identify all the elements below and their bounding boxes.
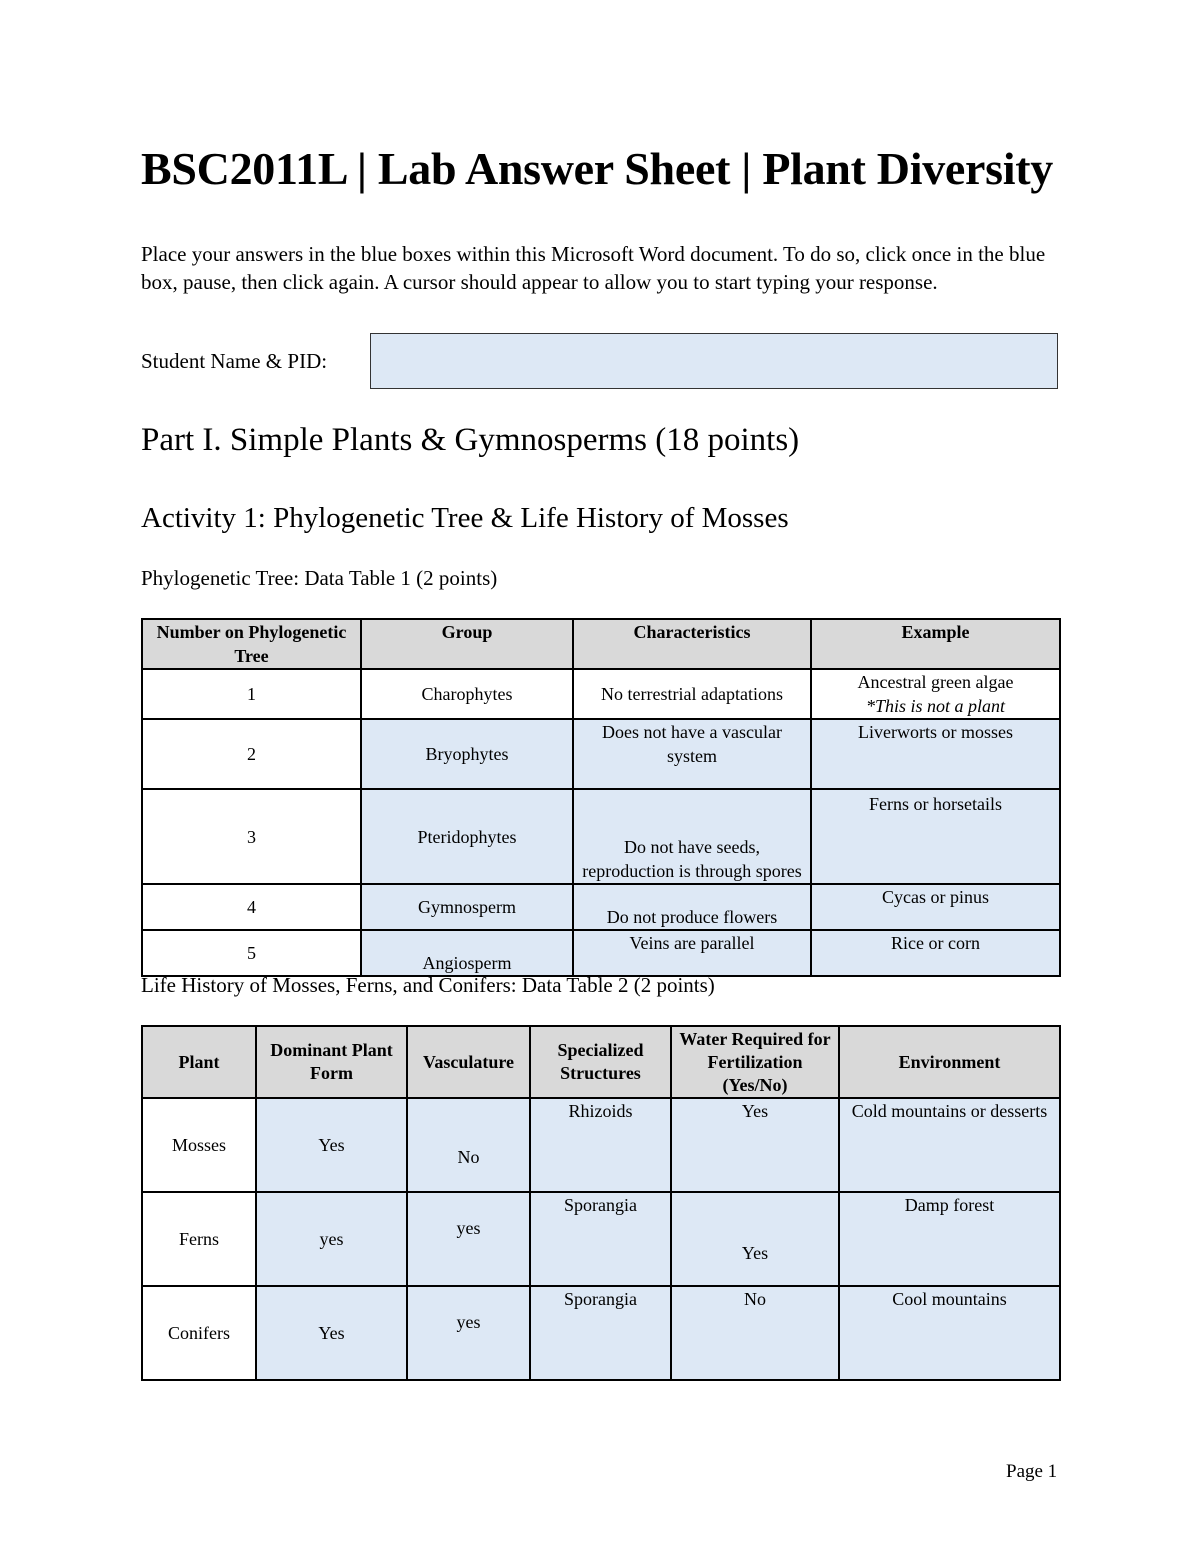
example-note: *This is not a plant [865,696,1006,716]
table-row [142,789,1060,884]
column-header: Example [811,619,1060,669]
environment-answer-cell[interactable]: Damp forest [839,1192,1060,1286]
table-row [142,884,1060,930]
number-cell: 3 [142,789,361,884]
group-answer-cell[interactable]: Angiosperm [361,930,573,976]
example-text: Ancestral green algae [857,672,1014,692]
activity-heading: Activity 1: Phylogenetic Tree & Life History of Mosses [141,502,789,534]
example-answer-cell[interactable]: Liverworts or mosses [811,719,1060,789]
table2-caption: Life History of Mosses, Ferns, and Conifers: Data Table 2 (2 points) [141,973,715,997]
table-row [142,719,1060,789]
dominant-form-answer-cell[interactable]: Yes [256,1286,407,1380]
column-header: Dominant Plant Form [256,1026,407,1098]
number-cell: 5 [142,930,361,976]
student-name-label: Student Name & PID: [141,349,328,373]
page-number: Page 1 [1006,1461,1058,1482]
plant-cell: Ferns [142,1192,256,1286]
column-header: Vasculature [407,1026,530,1098]
student-name-input[interactable] [370,333,1058,389]
column-header: Environment [839,1026,1060,1098]
group-answer-cell[interactable]: Pteridophytes [361,789,573,884]
example-answer-cell[interactable]: Cycas or pinus [811,884,1060,930]
characteristics-answer-cell[interactable]: Do not have seeds, reproduction is through spores [573,789,811,884]
column-header: Plant [142,1026,256,1098]
column-header: Group [361,619,573,669]
example-answer-cell[interactable]: Ferns or horsetails [811,789,1060,884]
example-answer-cell[interactable]: Rice or corn [811,930,1060,976]
structures-answer-cell[interactable]: Rhizoids [530,1098,671,1192]
instructions-text: Place your answers in the blue boxes within this Microsoft Word document. To do so, click once in the blue box, pause, then click again. A cursor should appear to allow you to start typing your response. [141,242,1046,294]
environment-answer-cell[interactable]: Cool mountains [839,1286,1060,1380]
group-answer-cell[interactable]: Bryophytes [361,719,573,789]
life-history-data-table [141,1025,1061,1381]
number-cell: 2 [142,719,361,789]
characteristics-answer-cell[interactable]: Veins are parallel [573,930,811,976]
table-header-row [142,1026,1060,1098]
vasculature-answer-cell[interactable]: yes [407,1286,530,1380]
phylogenetic-data-table [141,618,1061,977]
dominant-form-answer-cell[interactable]: yes [256,1192,407,1286]
column-header: Specialized Structures [530,1026,671,1098]
column-header: Number on Phylogenetic Tree [142,619,361,669]
characteristics-answer-cell[interactable]: Does not have a vascular system [573,719,811,789]
table-row [142,1098,1060,1192]
characteristics-cell: No terrestrial adaptations [573,669,811,719]
part-heading: Part I. Simple Plants & Gymnosperms (18 points) [141,422,800,458]
page-title: BSC2011L | Lab Answer Sheet | Plant Diversity [141,143,1053,194]
structures-answer-cell[interactable]: Sporangia [530,1192,671,1286]
example-cell [811,669,1060,719]
column-header: Water Required for Fertilization (Yes/No) [671,1026,839,1098]
structures-answer-cell[interactable]: Sporangia [530,1286,671,1380]
vasculature-answer-cell[interactable]: No [407,1098,530,1192]
plant-cell: Mosses [142,1098,256,1192]
table-row [142,1286,1060,1380]
dominant-form-answer-cell[interactable]: Yes [256,1098,407,1192]
environment-answer-cell[interactable]: Cold mountains or desserts [839,1098,1060,1192]
column-header: Characteristics [573,619,811,669]
number-cell: 1 [142,669,361,719]
water-answer-cell[interactable]: Yes [671,1192,839,1286]
water-answer-cell[interactable]: No [671,1286,839,1380]
number-cell: 4 [142,884,361,930]
water-answer-cell[interactable]: Yes [671,1098,839,1192]
table-row [142,1192,1060,1286]
table-row [142,930,1060,976]
group-answer-cell[interactable]: Gymnosperm [361,884,573,930]
table1-caption: Phylogenetic Tree: Data Table 1 (2 points) [141,566,498,590]
group-cell: Charophytes [361,669,573,719]
table-row [142,669,1060,719]
table-header-row [142,619,1060,669]
vasculature-answer-cell[interactable]: yes [407,1192,530,1286]
characteristics-answer-cell[interactable]: Do not produce flowers [573,884,811,930]
plant-cell: Conifers [142,1286,256,1380]
